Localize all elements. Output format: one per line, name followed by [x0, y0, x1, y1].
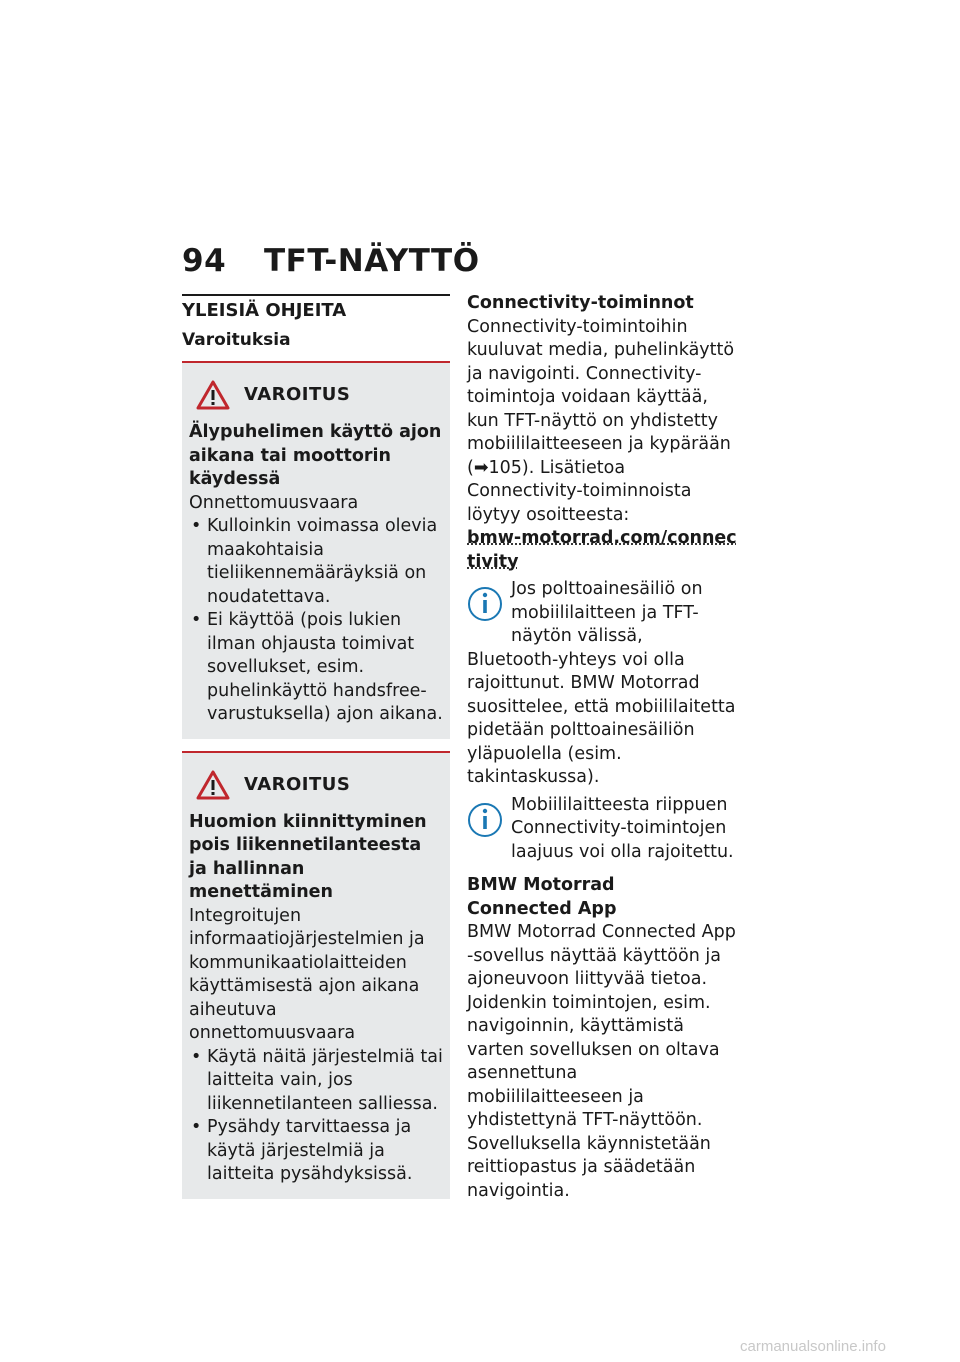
left-column: [182, 294, 450, 1211]
info-icon: [467, 798, 503, 842]
list-item: • Pysähdy tarvittaessa ja käytä järjestelmiä ja laitteita pysähdyksissä.: [189, 1116, 443, 1187]
info-note-text: Mobiililaitteesta riippuen Connectivity-toimintojen laajuus voi olla rajoitettu.: [511, 794, 734, 862]
app-text: BMW Motorrad Connected App -sovellus näyttää käyttöön ja ajoneuvoon liittyvää tietoa. Joidenkin toimintojen, esim. navigoinnin, käyttämistä varten sovelluksen on oltava asennettuna mobiililaitteeseen ja yhdistettynä TFT-näyttöön. Sovelluksella käynnistetään reittiopastus ja säädetään navigointia.: [467, 922, 736, 1201]
connectivity-text-start: Connectivity-toimintoihin kuuluvat media, puhelinkäyttö ja navigointi. Connectivity-toimintoja voidaan käyttää, kun TFT-näyttö on yhdistetty mobiililaitteeseen ja kypärään (: [467, 316, 735, 478]
warning-triangle-icon: [196, 770, 230, 800]
connectivity-text-end: ). Lisätietoa Connectivity-toiminnoista löytyy osoitteesta:: [467, 457, 692, 525]
info-note-text: Jos polttoainesäiliö on mobiililaitteen ja TFT-näytön välissä, Bluetooth-yhteys voi olla rajoittunut. BMW Motorrad suosittelee, että mobiililaitetta pidetään polttoainesäiliön yläpuolella (esim. takintaskussa).: [467, 579, 736, 787]
info-icon: [467, 582, 503, 626]
warning-hazard: Onnettomuusvaara: [189, 492, 359, 513]
warning-header: [189, 375, 443, 415]
page-title: TFT-NÄYTTÖ: [264, 243, 480, 279]
app-heading-line: BMW Motorrad: [467, 875, 615, 895]
warning-hazard: Integroitujen informaatiojärjestelmien ja kommunikaatiolaitteiden käyttämisestä ajon aikana aiheutuva onnettomuusvaara: [189, 905, 425, 1043]
list-item: • Ei käyttöä (pois lukien ilman ohjausta toimivat sovellukset, esim. puhelinkäyttö handsfree-varustuksella) ajon aikana.: [189, 609, 443, 727]
warning-box: [182, 361, 450, 739]
app-heading: [467, 874, 737, 921]
warning-triangle-icon: [196, 380, 230, 410]
right-column: [467, 292, 737, 1203]
warning-label: VAROITUS: [244, 384, 351, 406]
watermark: carmanualsonline.info: [740, 1338, 886, 1355]
connectivity-heading: Connectivity-toiminnot: [467, 293, 694, 313]
warning-header: [189, 765, 443, 805]
info-note: [467, 578, 737, 790]
subsection-title: Varoituksia: [182, 330, 291, 350]
warning-list: [189, 1046, 443, 1187]
page-header: [182, 243, 480, 279]
warning-list: [189, 515, 443, 727]
section-title: YLEISIÄ OHJEITA: [182, 294, 450, 324]
app-heading-line: Connected App: [467, 898, 617, 919]
warning-box: [182, 751, 450, 1199]
page-number: 94: [182, 243, 227, 279]
arrow-right-icon: ➡: [473, 457, 489, 478]
list-item: • Käytä näitä järjestelmiä tai laitteita vain, jos liikennetilanteen salliessa.: [189, 1046, 443, 1117]
connectivity-text: [467, 316, 737, 528]
warning-title: Älypuhelimen käyttö ajon aikana tai moottorin käydessä: [189, 422, 442, 489]
warning-title: Huomion kiinnittyminen pois liikennetilanteesta ja hallinnan menettäminen: [189, 811, 427, 902]
connectivity-link[interactable]: bmw-motorrad.com/connectivity: [467, 528, 737, 572]
warning-label: VAROITUS: [244, 773, 351, 795]
info-note: [467, 794, 737, 865]
list-item: • Kulloinkin voimassa olevia maakohtaisia tieliikennemääräyksiä on noudatettava.: [189, 515, 443, 609]
page-reference[interactable]: 105: [488, 457, 522, 478]
